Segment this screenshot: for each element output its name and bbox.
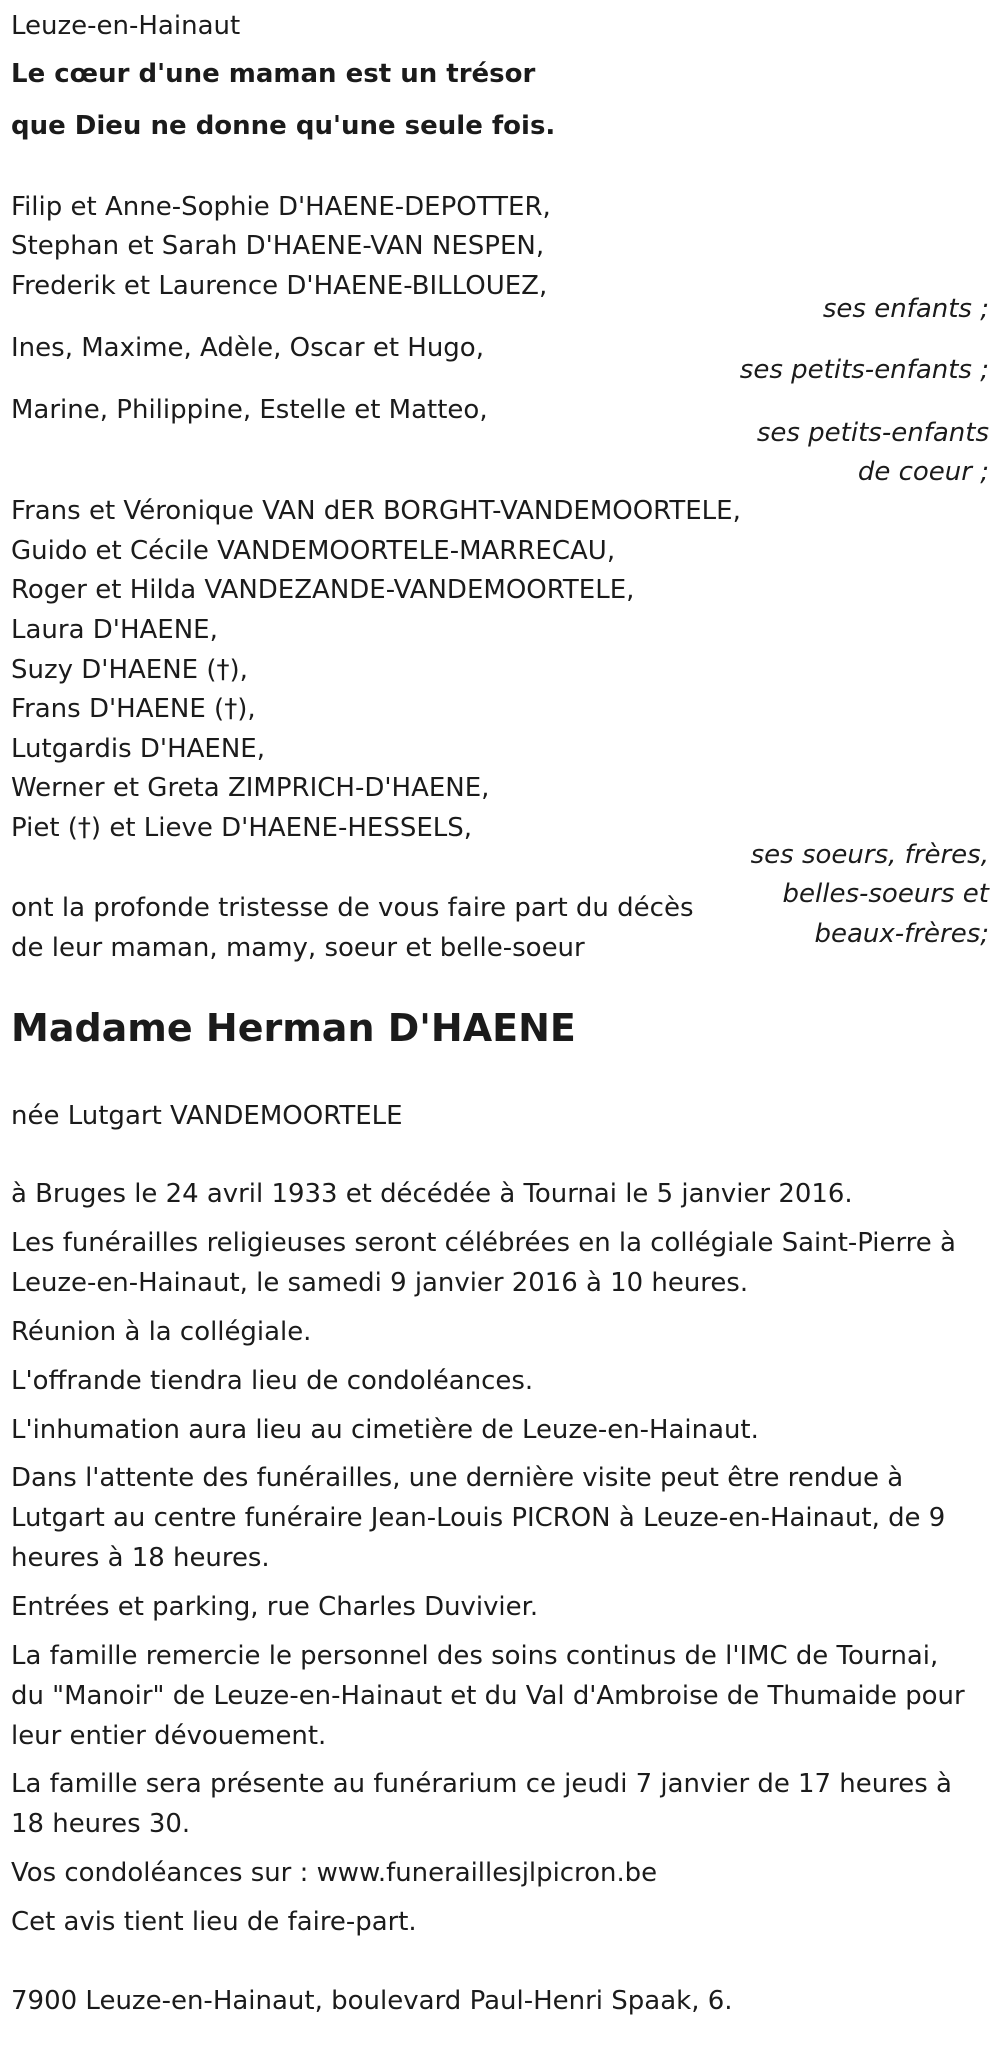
paragraph-line: Leuze-en-Hainaut, le samedi 9 janvier 2016 à 10 heures. bbox=[11, 1268, 749, 1298]
sibling-line: Piet (†) et Lieve D'HAENE-HESSELS, bbox=[11, 813, 473, 843]
heart-grandchildren-role: de coeur ; bbox=[857, 457, 989, 487]
sibling-line: Frans et Véronique VAN dER BORGHT-VANDEMOORTELE, bbox=[11, 496, 741, 526]
quote-line: Le cœur d'une maman est un trésor bbox=[11, 59, 536, 89]
notice-paragraph bbox=[11, 1312, 996, 1352]
paragraph-line: La famille sera présente au funérarium ce jeudi 7 janvier de 17 heures à bbox=[11, 1769, 952, 1799]
children-line: Filip et Anne-Sophie D'HAENE-DEPOTTER, bbox=[11, 192, 551, 222]
sibling-line: Laura D'HAENE, bbox=[11, 615, 218, 645]
paragraph-line: Dans l'attente des funérailles, une dernière visite peut être rendue à bbox=[11, 1463, 904, 1493]
paragraph-line: L'inhumation aura lieu au cimetière de Leuze-en-Hainaut. bbox=[11, 1415, 759, 1445]
paragraph-line: Entrées et parking, rue Charles Duvivier. bbox=[11, 1592, 539, 1622]
notice-paragraph bbox=[11, 1902, 996, 1942]
notice-paragraph bbox=[11, 1361, 996, 1401]
place-header: Leuze-en-Hainaut bbox=[11, 11, 241, 41]
notice-paragraph bbox=[11, 1853, 996, 1893]
paragraph-line: La famille remercie le personnel des soins continus de l'IMC de Tournai, bbox=[11, 1641, 939, 1671]
paragraph-line: à Bruges le 24 avril 1933 et décédée à Tournai le 5 janvier 2016. bbox=[11, 1179, 853, 1209]
paragraph-line: L'offrande tiendra lieu de condoléances. bbox=[11, 1366, 534, 1396]
notice-paragraph bbox=[11, 1410, 996, 1450]
paragraph-line: Les funérailles religieuses seront célébrées en la collégiale Saint-Pierre à bbox=[11, 1228, 956, 1258]
maiden-name: née Lutgart VANDEMOORTELE bbox=[11, 1101, 403, 1131]
siblings-role: ses soeurs, frères, bbox=[750, 840, 989, 870]
sibling-line: Werner et Greta ZIMPRICH-D'HAENE, bbox=[11, 773, 490, 803]
children-role: ses enfants ; bbox=[822, 294, 989, 324]
paragraph-line: du "Manoir" de Leuze-en-Hainaut et du Val d'Ambroise de Thumaide pour bbox=[11, 1681, 965, 1711]
siblings-role: belles-soeurs et bbox=[782, 879, 989, 909]
children-line: Stephan et Sarah D'HAENE-VAN NESPEN, bbox=[11, 231, 545, 261]
heart-grandchildren-role: ses petits-enfants bbox=[756, 418, 989, 448]
sibling-line: Guido et Cécile VANDEMOORTELE-MARRECAU, bbox=[11, 536, 616, 566]
notice-paragraph bbox=[11, 1764, 996, 1844]
paragraph-line: 18 heures 30. bbox=[11, 1809, 191, 1839]
grandchildren-role: ses petits-enfants ; bbox=[739, 355, 989, 385]
paragraph-line: Réunion à la collégiale. bbox=[11, 1317, 312, 1347]
address: 7900 Leuze-en-Hainaut, boulevard Paul-Henri Spaak, 6. bbox=[11, 1986, 733, 2016]
paragraph-line: heures à 18 heures. bbox=[11, 1543, 270, 1573]
deceased-name: Madame Herman D'HAENE bbox=[11, 1006, 576, 1050]
paragraph-line: Vos condoléances sur : www.funeraillesjlpicron.be bbox=[11, 1858, 658, 1888]
announcement-line: ont la profonde tristesse de vous faire part du décès bbox=[11, 893, 694, 923]
grandchildren-line: Ines, Maxime, Adèle, Oscar et Hugo, bbox=[11, 333, 484, 363]
sibling-line: Frans D'HAENE (†), bbox=[11, 694, 256, 724]
notice-paragraph bbox=[11, 1458, 996, 1578]
sibling-line: Suzy D'HAENE (†), bbox=[11, 655, 248, 685]
sibling-line: Roger et Hilda VANDEZANDE-VANDEMOORTELE, bbox=[11, 575, 635, 605]
paragraph-line: leur entier dévouement. bbox=[11, 1721, 327, 1751]
heart-grandchildren-line: Marine, Philippine, Estelle et Matteo, bbox=[11, 395, 488, 425]
notice-paragraph bbox=[11, 1174, 996, 1214]
quote-line: que Dieu ne donne qu'une seule fois. bbox=[11, 111, 556, 141]
notice-paragraph bbox=[11, 1587, 996, 1627]
sibling-line: Lutgardis D'HAENE, bbox=[11, 734, 265, 764]
paragraph-line: Cet avis tient lieu de faire-part. bbox=[11, 1907, 417, 1937]
notice-paragraph bbox=[11, 1223, 996, 1303]
paragraph-line: Lutgart au centre funéraire Jean-Louis PICRON à Leuze-en-Hainaut, de 9 bbox=[11, 1503, 946, 1533]
announcement-line: de leur maman, mamy, soeur et belle-soeur bbox=[11, 933, 585, 963]
notice-paragraph bbox=[11, 1636, 996, 1756]
siblings-role: beaux-frères; bbox=[814, 919, 989, 949]
children-line: Frederik et Laurence D'HAENE-BILLOUEZ, bbox=[11, 271, 548, 301]
